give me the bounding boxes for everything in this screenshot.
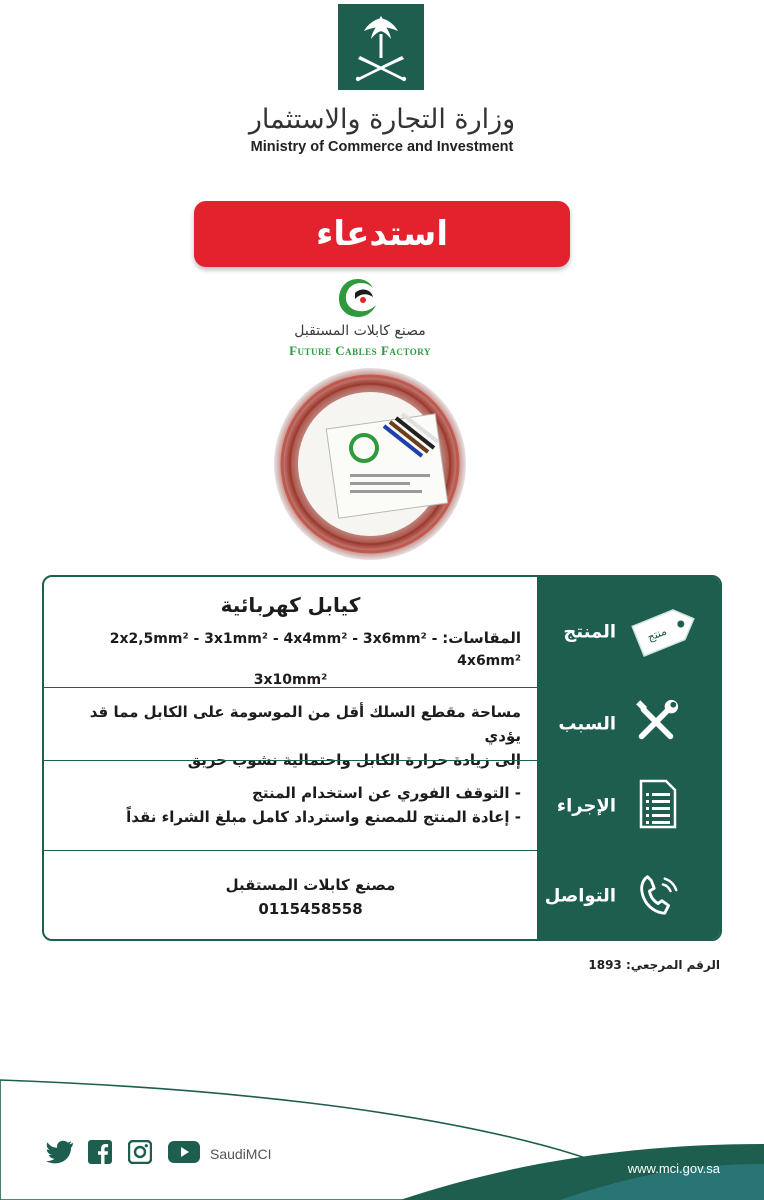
reason-label: السبب xyxy=(558,713,616,735)
cable-coil-photo xyxy=(272,366,468,562)
reason-content xyxy=(44,688,537,769)
product-label-cell xyxy=(537,577,720,687)
future-cables-logo-icon xyxy=(333,273,383,323)
action-line-2: - إعادة المنتج للمصنع واسترداد كامل مبلغ الشراء نقداً xyxy=(126,808,521,826)
contact-row xyxy=(44,850,720,941)
contact-content xyxy=(44,851,537,941)
contact-label: التواصل xyxy=(544,885,616,907)
reason-row xyxy=(44,687,720,769)
sizes-values: 2x2,5mm² - 3x1mm² - 4x4mm² - 3x6mm² - 4x6mm² xyxy=(109,631,521,669)
social-handle[interactable]: SaudiMCI xyxy=(210,1146,272,1162)
svg-text:منتج: منتج xyxy=(645,624,669,644)
reason-line-1: مساحة مقطع السلك أقل من الموسومة على الكابل مما قد يؤدي xyxy=(89,703,521,745)
product-content xyxy=(44,577,537,687)
reference-value: 1893 xyxy=(588,958,622,972)
product-row xyxy=(44,577,720,687)
product-label: المنتج xyxy=(563,621,616,643)
factory-name-arabic: مصنع كابلات المستقبل xyxy=(294,323,426,339)
recall-banner: استدعاء xyxy=(194,201,570,267)
reason-line-2: إلى زيادة حرارة الكابل واحتمالية نشوب حريق xyxy=(187,751,521,769)
recall-details-table xyxy=(42,575,722,941)
factory-name-english: Future Cables Factory xyxy=(289,343,431,358)
sizes-label: المقاسات: xyxy=(442,629,521,647)
action-label-cell xyxy=(537,760,720,851)
sizes-extra: 3x10mm² xyxy=(253,672,328,688)
contact-phone: 0115458558 xyxy=(258,900,363,918)
phone-icon xyxy=(636,871,682,921)
youtube-icon[interactable] xyxy=(168,1140,200,1170)
footer-wave xyxy=(0,1060,764,1200)
product-sizes xyxy=(60,627,521,672)
contact-label-cell xyxy=(537,850,720,941)
wrench-screwdriver-icon xyxy=(632,698,680,750)
reason-label-cell xyxy=(537,687,720,761)
product-title: كيابل كهربائية xyxy=(220,593,361,617)
action-row xyxy=(44,760,720,851)
ministry-name-arabic: وزارة التجارة والاستثمار xyxy=(248,104,516,135)
facebook-icon[interactable] xyxy=(88,1140,112,1170)
action-label: الإجراء xyxy=(556,795,616,816)
reference-label: الرقم المرجعي: xyxy=(625,958,720,972)
contact-name: مصنع كابلات المستقبل xyxy=(225,876,396,894)
document-list-icon xyxy=(638,778,678,834)
action-content xyxy=(44,761,537,851)
twitter-icon[interactable] xyxy=(46,1140,74,1170)
action-line-1: - التوقف الفوري عن استخدام المنتج xyxy=(252,784,521,802)
instagram-icon[interactable] xyxy=(128,1140,152,1170)
product-tag-icon xyxy=(630,600,702,664)
saudi-emblem-icon xyxy=(338,4,424,90)
reference-number xyxy=(588,958,720,972)
ministry-name-english: Ministry of Commerce and Investment xyxy=(250,139,514,155)
website-link[interactable]: www.mci.gov.sa xyxy=(627,1161,720,1176)
